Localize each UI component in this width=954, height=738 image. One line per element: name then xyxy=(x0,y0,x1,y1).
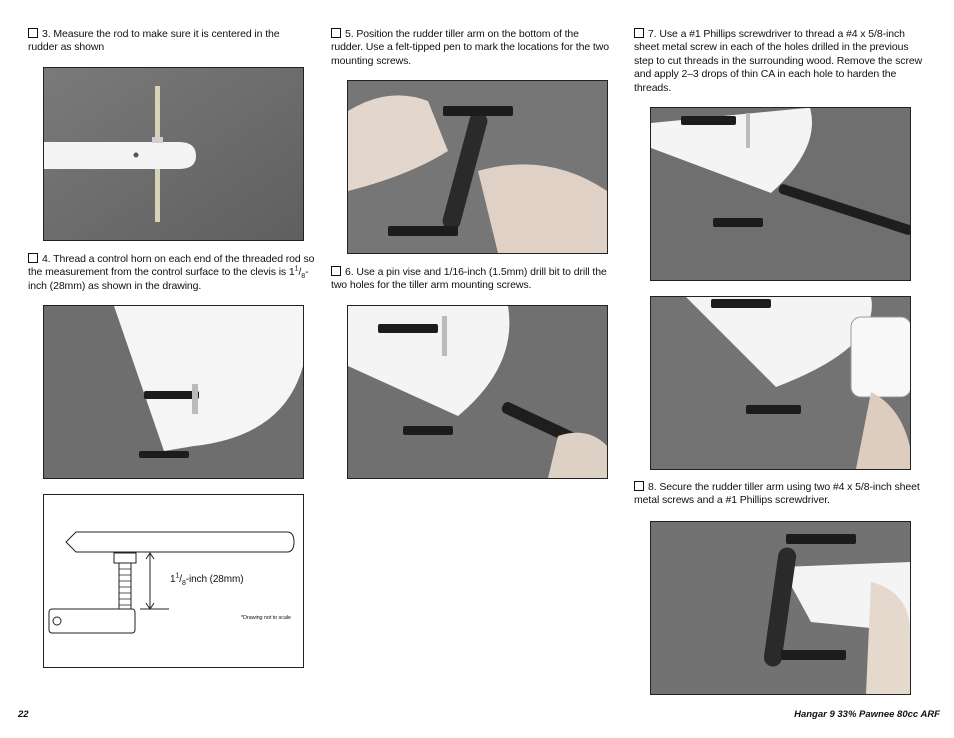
photo-step-5-tiller-arm xyxy=(347,80,608,254)
photo-step-8-tiller-secured xyxy=(650,521,911,695)
step-6-instruction: 6. Use a pin vise and 1/16-inch (1.5mm) drill bit to drill the two holes for the tiller arm mounting screws. xyxy=(331,266,607,292)
checkbox-icon xyxy=(634,481,644,491)
step-5-instruction: 5. Position the rudder tiller arm on the bottom of the rudder. Use a felt-tipped pen to mark the locations for the two mounting screws. xyxy=(331,28,609,67)
photo-step-7-thin-ca xyxy=(650,296,911,470)
checkbox-icon xyxy=(331,266,341,276)
step-8-instruction: 8. Secure the rudder tiller arm using two #4 x 5/8-inch sheet metal screws and a #1 Phillips screwdriver. xyxy=(634,481,920,507)
dimension-label: $1^1/_8$-inch (28mm) xyxy=(170,572,244,587)
step-7-instruction: 7. Use a #1 Phillips screwdriver to thread a #4 x 5/8-inch sheet metal screw in each of the holes drilled in the previous step to cut threads in the surrounding wood. Remove the screw and apply 2–3 drops of thin CA in each hole to harden the threads. xyxy=(634,28,923,94)
checkbox-icon xyxy=(331,28,341,38)
checkbox-icon xyxy=(634,28,644,38)
photo-step-7-screwdriver xyxy=(650,107,911,281)
document-title: Hangar 9 33% Pawnee 80cc ARF xyxy=(794,709,940,720)
checkbox-icon xyxy=(28,28,38,38)
photo-step-3-rod-centered xyxy=(43,67,304,241)
checkbox-icon xyxy=(28,253,38,263)
page-number: 22 xyxy=(18,709,29,720)
step-3-instruction: 3. Measure the rod to make sure it is centered in the rudder as shown xyxy=(28,28,280,54)
photo-step-4-control-horns xyxy=(43,305,304,479)
photo-step-6-drilling xyxy=(347,305,608,479)
drawing-note: *Drawing not to scale xyxy=(241,615,291,621)
step-4-instruction: 4. Thread a control horn on each end of the threaded rod so the measurement from the control surface to the clevis is $1^1/_8$-inch (28mm) as shown in the drawing. xyxy=(28,253,315,292)
